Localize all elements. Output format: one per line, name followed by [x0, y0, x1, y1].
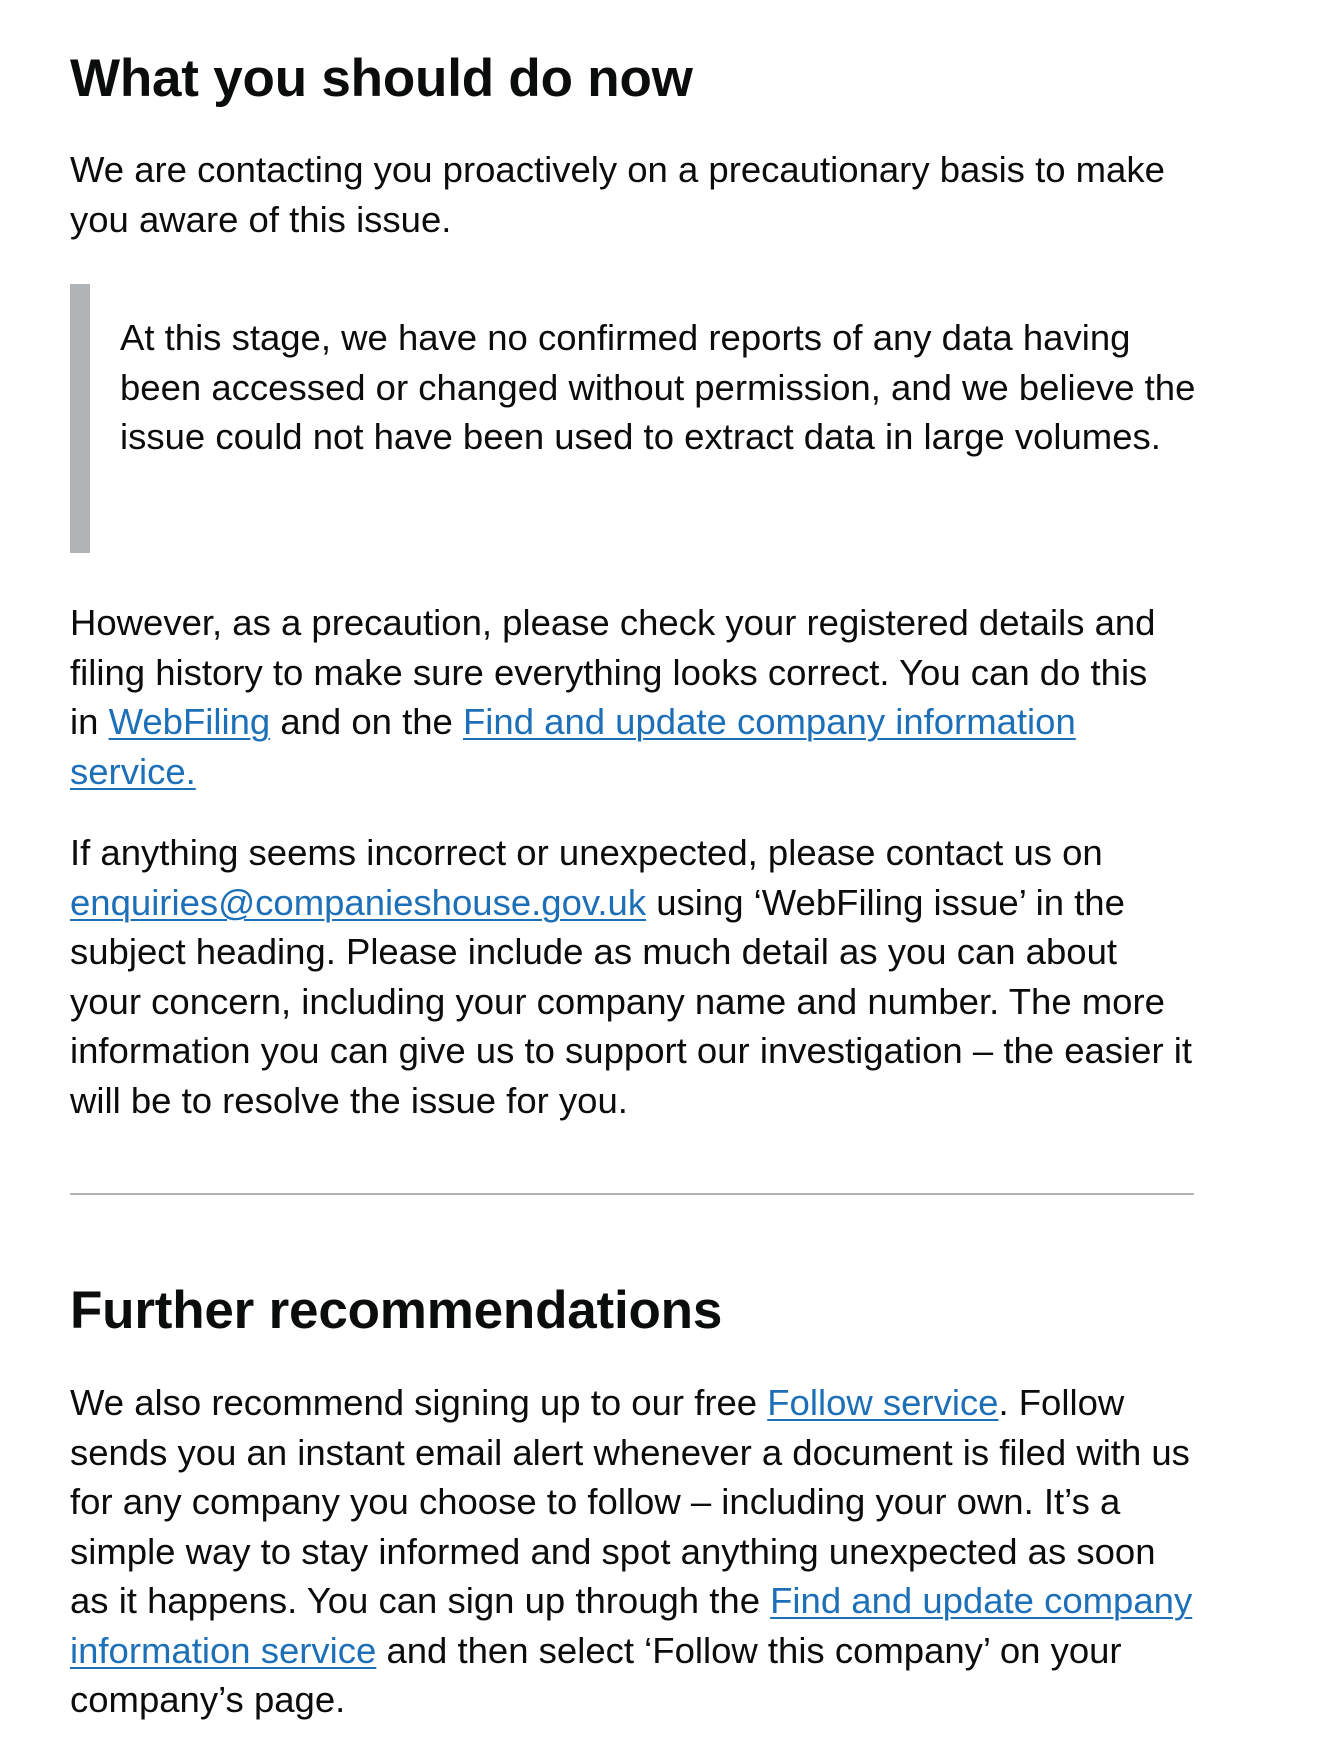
- heading-further-recommendations: Further recommendations: [70, 1281, 723, 1340]
- inset-paragraph: At this stage, we have no confirmed reports of any data having been accessed or changed without permission, and we believe the issue could not have been used to extract data in large volumes.: [120, 317, 1196, 457]
- find-update-company-link[interactable]: Find and update company information service.: [70, 701, 1076, 792]
- follow-text-2: . Follow sends you an instant email alert whenever a document is filed with us for any company you choose to follow – including your own. It’s a simple way to stay informed and spot anything unexpected as soon as it happens. You can sign up through the: [70, 1382, 1190, 1621]
- intro-paragraph: We are contacting you proactively on a precautionary basis to make you aware of this issue.: [70, 149, 1165, 240]
- check-text-1: However, as a precaution, please check your registered details and filing history to make sure everything looks correct. You can do this in: [70, 602, 1156, 742]
- section-divider: [70, 1193, 1194, 1195]
- enquiries-email-link[interactable]: enquiries@companieshouse.gov.uk: [70, 881, 647, 923]
- webfiling-link[interactable]: WebFiling: [108, 701, 271, 742]
- find-update-company-service-link[interactable]: Find and update company information service: [70, 1580, 1193, 1671]
- contact-text-2: using ‘WebFiling issue’ in the subject heading. Please include as much detail as you can about your concern, including your company name and number. The more information you can give us to support our investigation – the easier it will be to resolve the issue for you.: [70, 881, 1193, 1121]
- follow-text-1: We also recommend signing up to our free: [70, 1382, 768, 1423]
- follow-text-3: and then select ‘Follow this company’ on your company’s page.: [70, 1629, 1122, 1720]
- contact-text-1: If anything seems incorrect or unexpected, please contact us on: [70, 832, 1103, 873]
- follow-service-paragraph: [70, 1378, 1200, 1725]
- contact-paragraph: [70, 828, 1194, 1125]
- heading-what-you-should-do-now: What you should do now: [70, 49, 693, 108]
- check-details-paragraph: [70, 598, 1180, 796]
- inset-bar: [70, 284, 90, 553]
- check-text-2: and on the: [270, 701, 463, 742]
- follow-service-link[interactable]: Follow service: [767, 1382, 999, 1423]
- inset-text-block: [70, 284, 1200, 553]
